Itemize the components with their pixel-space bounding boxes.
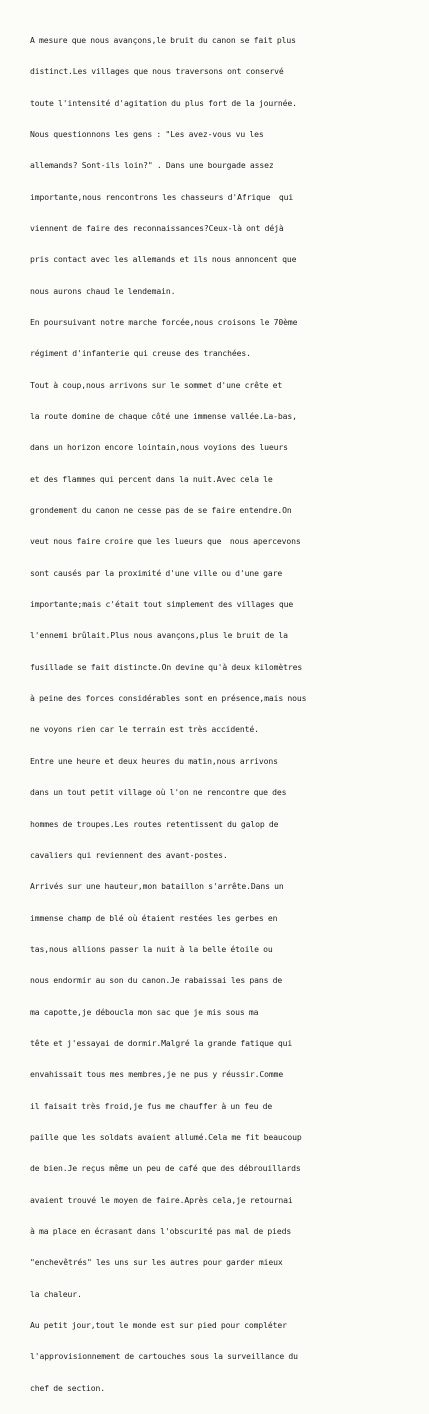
text-line: distinct.Les villages que nous traversons ont conservé bbox=[30, 66, 284, 77]
text-line: A mesure que nous avançons,le bruit du canon se fait plus bbox=[30, 34, 296, 45]
text-line: viennent de faire des reconnaissances?Ceux-là ont déjà bbox=[30, 222, 284, 233]
text-line: ma capotte,je déboucla mon sac que je mis sous ma bbox=[30, 1006, 259, 1017]
text-line: Nous questionnons les gens : "Les avez-vous vu les bbox=[30, 128, 264, 139]
text-line: allemands? Sont-ils loin?" . Dans une bourgade assez bbox=[30, 160, 274, 171]
text-line: la chaleur. bbox=[30, 1288, 82, 1299]
text-line: Au petit jour,tout le monde est sur pied pour compléter bbox=[30, 1320, 287, 1330]
text-line: toute l'intensité d'agitation du plus fort de la journée. bbox=[30, 97, 297, 108]
text-line: hommes de troupes.Les routes retentissent du galop de bbox=[30, 818, 279, 829]
text-line: l'approvisionnement de cartouches sous la surveillance du bbox=[30, 1351, 298, 1362]
text-line: tête et j'essayai de dormir.Malgré la grande fatique qui bbox=[30, 1037, 293, 1048]
text-line: pris contact avec les allemands et ils nous annoncent que bbox=[30, 254, 297, 265]
text-line: avaient trouvé le moyen de faire.Après cela,je retournai bbox=[30, 1194, 293, 1205]
text-line: importante;mais c'était tout simplement des villages que bbox=[30, 599, 294, 610]
text-line: Arrivés sur une hauteur,mon bataillon s'arrête.Dans un bbox=[30, 881, 284, 892]
text-line: nous endormir au son du canon.Je rabaissai les pans de bbox=[30, 975, 283, 986]
text-line: à peine des forces considérables sont en présence,mais nous bbox=[30, 693, 307, 704]
text-line: et des flammes qui percent dans la nuit.Avec cela le bbox=[30, 473, 273, 484]
text-line: la route domine de chaque côté une immense vallée.La-bas, bbox=[30, 411, 297, 422]
text-line: immense champ de blé où étaient restées les gerbes en bbox=[30, 912, 278, 923]
text-line: tas,nous allions passer la nuit à la belle étoile ou bbox=[30, 943, 273, 954]
text-line: paille que les soldats avaient allumé.Cela me fit beaucoup bbox=[30, 1131, 302, 1142]
text-line: l'ennemi brûlait.Plus nous avançons,plus le bruit de la bbox=[30, 630, 288, 641]
text-line: fusillade se fait distincte.On devine qu'à deux kilomètres bbox=[30, 661, 303, 672]
text-line: nous aurons chaud le lendemain. bbox=[30, 285, 176, 296]
document-body bbox=[30, 14, 419, 1414]
text-line: envahissait tous mes membres,je ne pus y réussir.Comme bbox=[30, 1069, 284, 1080]
text-line: dans un tout petit village où l'on ne rencontre que des bbox=[30, 787, 287, 798]
text-line: sont causés par la proximité d'une ville ou d'une gare bbox=[30, 567, 283, 578]
text-line: il faisait très froid,je fus me chauffer à un feu de bbox=[30, 1100, 273, 1111]
text-line: de bien.Je reçus même un peu de café que des débrouillards bbox=[30, 1163, 301, 1174]
text-line: cavaliers qui reviennent des avant-postes. bbox=[30, 849, 228, 860]
text-line: Tout à coup,nous arrivons sur le sommet d'une crête et bbox=[30, 379, 283, 390]
text-line: importante,nous rencontrons les chasseurs d'Afrique qui bbox=[30, 191, 294, 202]
text-line: "enchevêtrés" les uns sur les autres pour garder mieux bbox=[30, 1257, 283, 1268]
text-line: veut nous faire croire que les lueurs que nous apercevons bbox=[30, 536, 301, 547]
text-line: grondement du canon ne cesse pas de se faire entendre.On bbox=[30, 505, 292, 516]
text-line: Entre une heure et deux heures du matin,nous arrivons bbox=[30, 755, 278, 766]
text-line: ne voyons rien car le terrain est très accidenté. bbox=[30, 724, 259, 735]
text-line: chef de section. bbox=[30, 1382, 106, 1393]
text-line: régiment d'infanterie qui creuse des tranchées. bbox=[30, 348, 251, 359]
text-line: dans un horizon encore lointain,nous voyions des lueurs bbox=[30, 442, 288, 453]
text-line: à ma place en écrasant dans l'obscurité pas mal de pieds bbox=[30, 1225, 292, 1236]
text-line: En poursuivant notre marche forcée,nous croisons le 70ème bbox=[30, 317, 298, 327]
